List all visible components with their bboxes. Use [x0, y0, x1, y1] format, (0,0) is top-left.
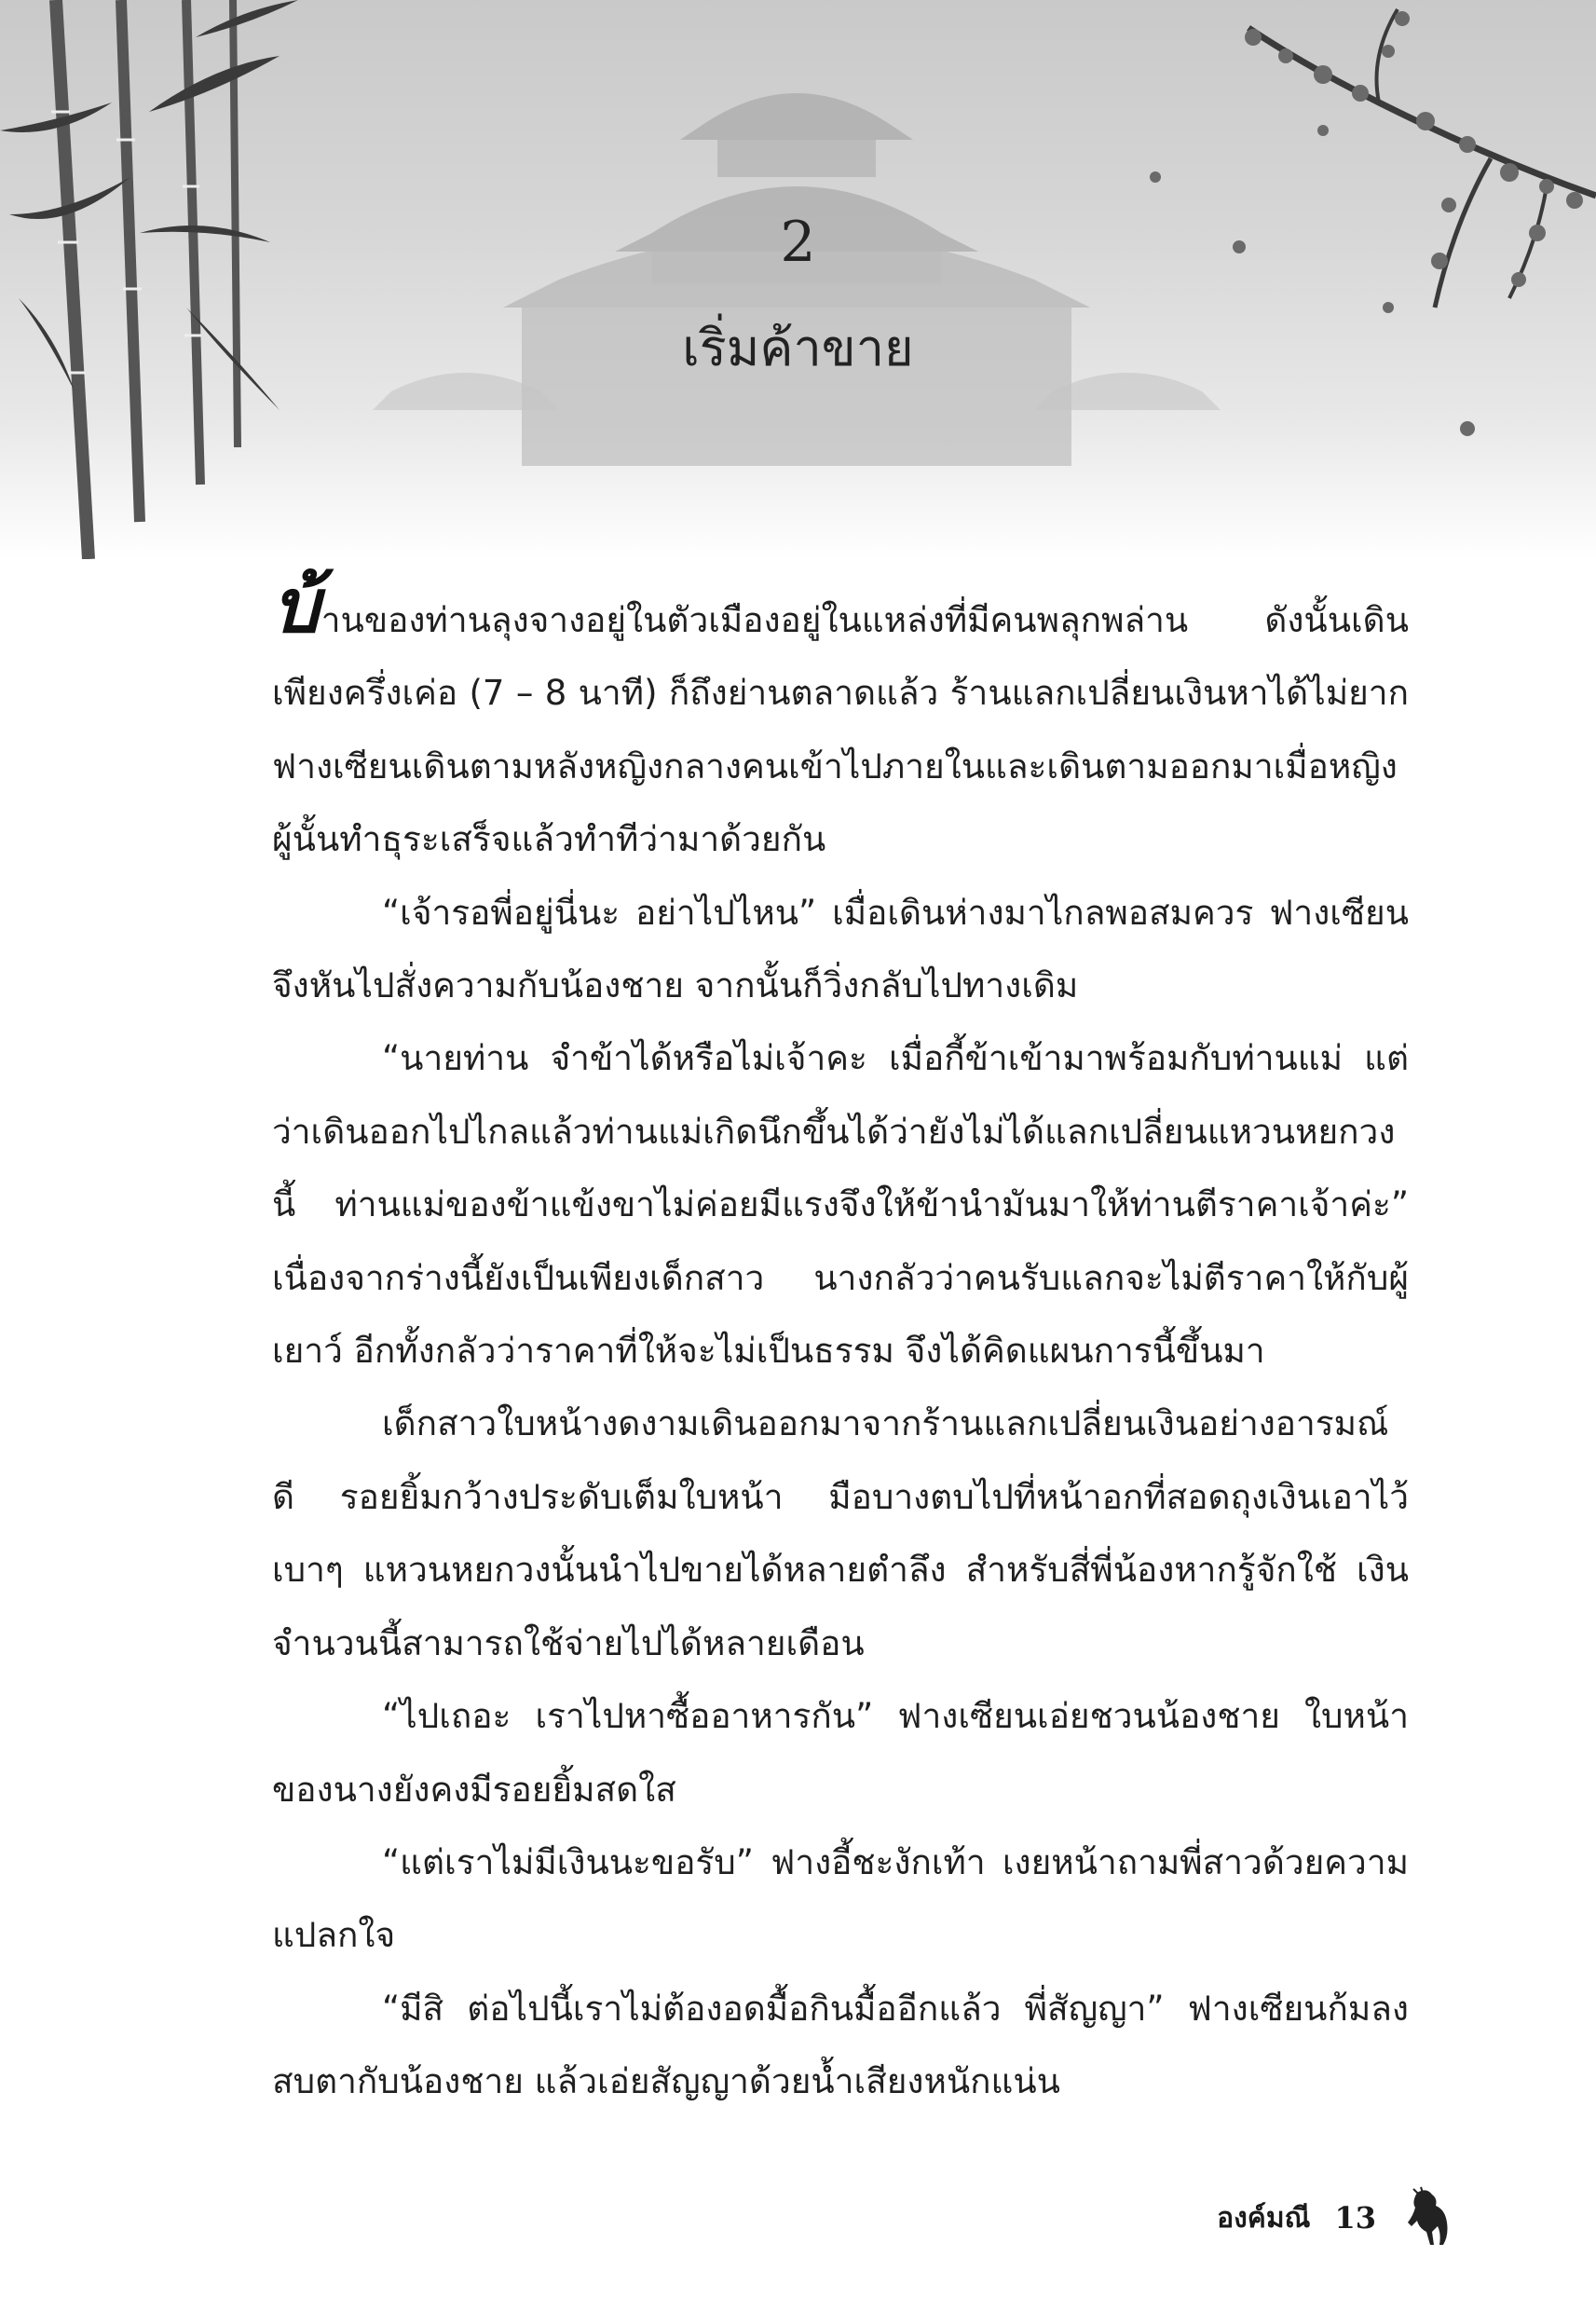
paragraph-5: “ไปเถอะ เราไปหาซื้ออาหารกัน” ฟางเซียนเอ่ยชวนน้องชาย ใบหน้าของนางยังคงมีรอยยิ้มสดใส [272, 1696, 1409, 1810]
paragraph-3: “นายท่าน จำข้าได้หรือไม่เจ้าคะ เมื่อกี้ข้าเข้ามาพร้อมกับท่านแม่ แต่ว่าเดินออกไปไกลแล้วท่านแม่เกิดนึกขึ้นได้ว่ายังไม่ได้แลกเปลี่ยนแหวนหยกวงนี้ ท่านแม่ของข้าแข้งขาไม่ค่อยมีแรงจึงให้ข้านำมันมาให้ท่านตีราคาเจ้าค่ะ” เนื่องจากร่างนี้ยังเป็นเพียงเด็กสาว นางกลัวว่าคนรับแลกจะไม่ตีราคาให้กับผู้เยาว์ อีกทั้งกลัวว่าราคาที่ให้จะไม่เป็นธรรม จึงได้คิดแผนการนี้ขึ้นมา [272, 1038, 1409, 1372]
paragraph-2: “เจ้ารอพี่อยู่นี่นะ อย่าไปไหน” เมื่อเดินห่างมาไกลพอสมควร ฟางเซียนจึงหันไปสั่งความกับน้องชาย จากนั้นก็วิ่งกลับไปทางเดิม [272, 892, 1409, 1006]
footer-author: องค์มณี [1217, 2201, 1311, 2235]
paragraph-6: “แต่เราไม่มีเงินนะขอรับ” ฟางอี้ชะงักเท้า เงยหน้าถามพี่สาวด้วยความแปลกใจ [272, 1841, 1409, 1956]
chapter-title: เริ่มค้าขาย [682, 319, 914, 377]
chapter-number: 2 [780, 210, 816, 275]
chapter-body [272, 562, 1409, 2119]
paragraph-1-text: านของท่านลุงจางอยู่ในตัวเมืองอยู่ในแหล่งที่มีคนพลุกพล่าน ดังนั้นเดินเพียงครึ่งเค่อ (7 – 8 นาที) ก็ถึงย่านตลาดแล้ว ร้านแลกเปลี่ยนเงินหาได้ไม่ยาก ฟางเซียนเดินตามหลังหญิงกลางคนเข้าไปภายในและเดินตามออกมาเมื่อหญิงผู้นั้นทำธุระเสร็จแล้วทำทีว่ามาด้วยกัน [272, 600, 1409, 860]
paragraph-7: “มีสิ ต่อไปนี้เราไม่ต้องอดมื้อกินมื้ออีกแล้ว พี่สัญญา” ฟางเซียนก้มลงสบตากับน้องชาย แล้วเอ่ยสัญญาด้วยน้ำเสียงหนักแน่น [272, 1988, 1409, 2102]
header-banner [0, 0, 1596, 559]
banner-artwork [0, 0, 1596, 559]
palace-illustration [373, 93, 1221, 466]
page-number: 13 [1334, 2200, 1376, 2236]
paragraph-4: เด็กสาวใบหน้างดงามเดินออกมาจากร้านแลกเปลี่ยนเงินอย่างอารมณ์ดี รอยยิ้มกว้างประดับเต็มใบหน้า มือบางตบไปที่หน้าอกที่สอดถุงเงินเอาไว้เบาๆ แหวนหยกวงนั้นนำไปขายได้หลายตำลึง สำหรับสี่พี่น้องหากรู้จักใช้ เงินจำนวนนี้สามารถใช้จ่ายไปได้หลายเดือน [272, 1403, 1409, 1663]
drop-cap: บ้ [272, 562, 320, 650]
page-footer [1217, 2190, 1456, 2246]
paragraph-1 [272, 562, 1409, 877]
horse-logo-icon [1400, 2185, 1456, 2250]
